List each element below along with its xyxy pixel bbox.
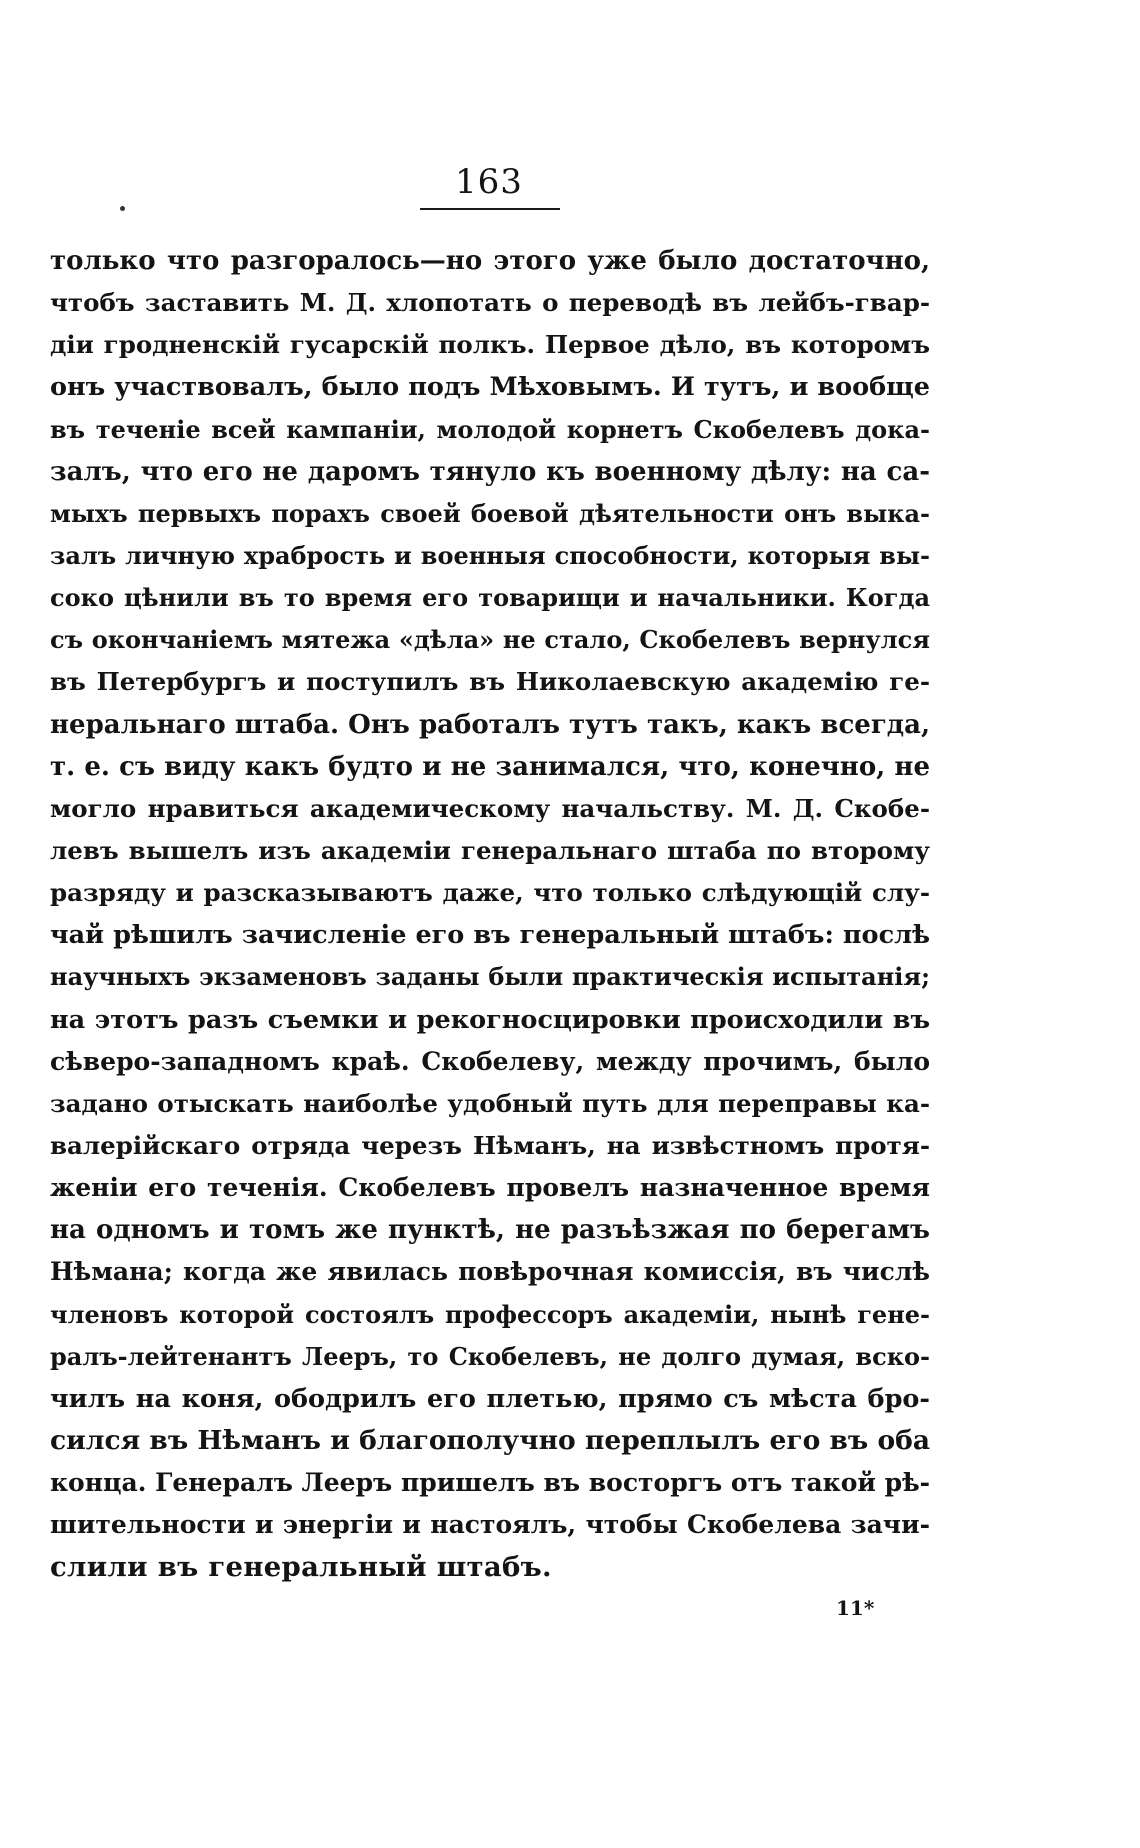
- text-line-last: слили въ генеральный штабъ.: [50, 1551, 552, 1584]
- text-line: соко цѣнили въ то время его товарищи и начальники. Когда: [50, 583, 930, 613]
- text-line: женіи его теченія. Скобелевъ провелъ назначенное время: [50, 1173, 930, 1203]
- text-line: въ Петербургъ и поступилъ въ Николаевскую академію ге-: [50, 667, 930, 697]
- printer-signature-mark: 11*: [836, 1596, 875, 1620]
- header-rule: [420, 208, 560, 210]
- text-line: мыхъ первыхъ порахъ своей боевой дѣятельности онъ выка-: [50, 498, 930, 528]
- text-line: т. е. съ виду какъ будто и не занимался, что, конечно, не: [50, 751, 930, 782]
- text-line: левъ вышелъ изъ академіи генеральнаго штаба по второму: [50, 835, 930, 865]
- text-line: діи гродненскій гусарскій полкъ. Первое дѣло, въ которомъ: [50, 330, 930, 360]
- text-line: валерійскаго отряда черезъ Нѣманъ, на извѣстномъ протя-: [50, 1130, 930, 1160]
- text-line: неральнаго штаба. Онъ работалъ тутъ такъ, какъ всегда,: [50, 709, 930, 740]
- text-line: могло нравиться академическому начальству. М. Д. Скобе-: [50, 793, 930, 823]
- text-line: на этотъ разъ съемки и рекогносцировки происходили въ: [50, 1004, 930, 1035]
- text-line: чай рѣшилъ зачисленіе его въ генеральный штабъ: послѣ: [50, 920, 930, 951]
- text-line: залъ личную храбрость и военныя способности, которыя вы-: [50, 540, 930, 570]
- text-line: членовъ которой состоялъ профессоръ академіи, нынѣ гене-: [50, 1299, 930, 1329]
- text-line: только что разгоралось—но этого уже было достаточно,: [50, 246, 930, 276]
- text-line: ралъ-лейтенантъ Лееръ, то Скобелевъ, не долго думая, вско-: [50, 1341, 930, 1371]
- text-line: задано отыскать наиболѣе удобный путь для переправы ка-: [50, 1088, 930, 1118]
- text-line: Нѣмана; когда же явилась повѣрочная комиссія, въ числѣ: [50, 1257, 930, 1287]
- text-line: съ окончаніемъ мятежа «дѣла» не стало, Скобелевъ вернулся: [50, 625, 930, 655]
- text-line: сился въ Нѣманъ и благополучно переплылъ его въ оба: [50, 1424, 930, 1456]
- text-line: сѣверо-западномъ краѣ. Скобелеву, между прочимъ, было: [50, 1046, 930, 1076]
- text-line: онъ участвовалъ, было подъ Мѣховымъ. И тутъ, и вообще: [50, 372, 930, 403]
- text-line: въ теченіе всей кампаніи, молодой корнетъ Скобелевъ дока-: [50, 414, 930, 444]
- text-line: чилъ на коня, ободрилъ его плетью, прямо съ мѣста бро-: [50, 1383, 930, 1414]
- text-line: залъ, что его не даромъ тянуло къ военному дѣлу: на са-: [50, 456, 930, 487]
- text-line: конца. Генералъ Лееръ пришелъ въ восторгъ отъ такой рѣ-: [50, 1468, 931, 1498]
- text-line: научныхъ экзаменовъ заданы были практическія испытанія;: [50, 962, 930, 992]
- text-line: на одномъ и томъ же пунктѣ, не разъѣзжая по берегамъ: [50, 1215, 930, 1246]
- text-line: шительности и энергіи и настоялъ, чтобы Скобелева зачи-: [50, 1510, 930, 1540]
- print-speck: [120, 206, 125, 211]
- body-text: [50, 240, 930, 1589]
- page-number: 163: [455, 162, 523, 202]
- text-line: разряду и разсказываютъ даже, что только слѣдующій слу-: [50, 878, 930, 908]
- text-line: чтобъ заставить М. Д. хлопотать о переводѣ въ лейбъ-гвар-: [50, 288, 930, 318]
